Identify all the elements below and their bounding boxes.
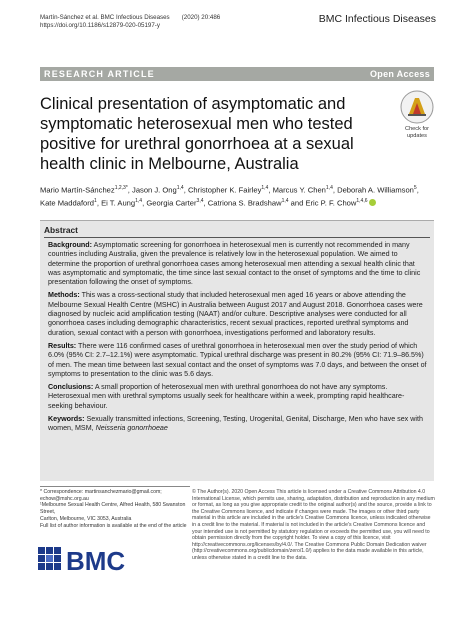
footnotes — [40, 489, 190, 529]
author-affiliation: 1,4 — [325, 185, 333, 191]
license-text: © The Author(s). 2020 Open Access This article is licensed under a Creative Commons Attribution 4.0 International License, which permits use, sharing, adaptation, distribution and reproduction in any medium or format, as long as you give appropriate credit to the original author(s) and the source, provide a link to the Creative Commons licence, and indicate if changes were made. The images or other third party material in this article are included in the article's Creative Commons licence, unless indicated otherwise in a credit line to the material. If material is not included in the article's Creative Commons licence and your intended use is not permitted by statutory regulation or exceeds the permitted use, you will need to obtain permission directly from the copyright holder. To view a copy of this licence, visit http://creativecommons.org/licenses/by/4.0/. The Creative Commons Public Domain Dedication waiver (http://creativecommons.org/publicdomain/zero/1.0/) applies to the data made available in this article, unless otherwise stated in a credit line to the data. — [192, 489, 435, 561]
abstract-divider — [44, 237, 430, 238]
author-affiliation: 1 — [94, 197, 97, 204]
author-affiliation: 1,4 — [261, 185, 269, 191]
check-for-updates-icon[interactable] — [400, 90, 434, 124]
header-year: (2020) 20:486 — [181, 14, 221, 21]
author-affiliation: 3,4 — [196, 197, 204, 204]
author-affiliation: 1,4,6 — [356, 197, 368, 204]
journal-name: BMC Infectious Diseases — [318, 13, 436, 25]
abstract-heading: Abstract — [44, 225, 78, 235]
author-affiliation: 1,2,3* — [114, 185, 128, 191]
author-name: Eric P. F. Chow — [305, 198, 357, 208]
abstract-background: Background: Asymptomatic screening for gonorrhoea in heterosexual men is currently not recommended in many countries including Australia, given the prevalence is relatively low in the heterosexual population. We aimed to determine the proportion of urethral gonorrhoea cases among heterosexual men attending a sexual health clinic that was asymptomatic and symptomatic, the time since last sexual contact to the onset of symptoms and the time to clinic presentation following the onset of symptoms. — [48, 241, 421, 287]
article-title: Clinical presentation of asymptomatic and symptomatic heterosexual men who tested positive for urethral gonorrhoea at a sexual health clinic in Melbourne, Australia — [40, 95, 354, 173]
affiliation-line-2: Carlton, Melbourne, VIC 3053, Australia — [40, 515, 132, 522]
header-doi[interactable]: https://doi.org/10.1186/s12879-020-05197-y — [40, 22, 160, 29]
footnote-divider — [40, 486, 190, 487]
affiliation-line-1: ¹Melbourne Sexual Health Centre, Alfred Health, 580 Swanston Street, — [40, 502, 186, 516]
author-name: Kate Maddaford — [40, 198, 95, 208]
author-info-note: Full list of author information is available at the end of the article — [40, 522, 187, 529]
abstract-box — [40, 220, 434, 481]
author-name: Ei T. Aung — [101, 198, 136, 208]
running-header — [40, 14, 220, 30]
author-affiliation: 1,4 — [176, 185, 184, 191]
check-for-updates-label[interactable]: Check for updates — [405, 126, 429, 139]
bmc-logo-text: BMC — [66, 546, 126, 575]
header-authors: Martín-Sánchez et al. BMC Infectious Diseases — [40, 14, 170, 21]
open-access-label: Open Access — [370, 69, 430, 79]
author-name: Christopher K. Fairley — [187, 185, 262, 195]
author-name: Jason J. Ong — [132, 185, 177, 195]
bmc-logo — [38, 545, 148, 575]
abstract-body — [48, 241, 428, 438]
correspondence[interactable]: * Correspondence: martinsanchezmario@gmail.com; echow@mshc.org.au — [40, 489, 162, 502]
author-affiliation: 1,4 — [281, 197, 289, 204]
author-name: Deborah A. Williamson — [337, 185, 414, 195]
orcid-icon[interactable] — [369, 199, 376, 206]
author-name: Mario Martín-Sánchez — [40, 185, 115, 195]
abstract-methods: Methods: This was a cross-sectional study that included heterosexual men aged 16 years or above attending the Melbourne Sexual Health Centre (MSHC) in Australia between August 2017 and August 2018. Gonorrhoea cases were diagnosed by nucleic acid amplification testing (NAAT) and/or culture. Descriptive analyses were conducted for all gonorrhoea cases including demographic characteristics, recent sexual practices, reported urethral symptoms and duration, sexual contact with a person with gonorrhoea, investigations performed and laboratory results. — [48, 291, 423, 337]
abstract-keywords: Keywords: Sexually transmitted infections, Screening, Testing, Urogenital, Genital, Discharge, Men who have sex with women, MSM, Neisseria gonorrhoeae — [48, 415, 423, 433]
article-type-banner — [40, 67, 434, 81]
author-affiliation: 5 — [413, 185, 417, 191]
abstract-results: Results: There were 116 confirmed cases of urethral gonorrhoea in heterosexual men over the study period of which 6.0% (95% CI: 2.7–12.1%) were asymptomatic. Typical urethral discharge was present in 80.2% (95% CI: 71.9–86.5%) of men. The mean time between last sexual contact and the onset of symptoms was 7.0 days, and between the onset of symptoms to presentation to the clinic was 5.6 days. — [48, 341, 427, 378]
author-list: Mario Martín-Sánchez$^{1,2,3*}$, Jason J. Ong$^{1,4}$, Christopher K. Fairley$^{1,4}$, Marcus Y. Chen$^{1,4}$, Deborah A. Williamson$^5$, Kate Maddaford$^1$, Ei T. Aung$^{1,4}$, Georgia Carter$^{3,4}$, Catriona S. Bradshaw$^{1,4}$ and Eric P. F. Chow$^{1,4,6}$ — [40, 185, 419, 208]
abstract-conclusions: Conclusions: A small proportion of heterosexual men with urethral gonorrhoea do not have any symptoms. Heterosexual men with urethral symptoms usually seek for healthcare within a week, prompting rapid healthcare-seeking behaviour. — [48, 383, 405, 410]
author-name: Georgia Carter — [146, 198, 197, 208]
author-name: Marcus Y. Chen — [272, 185, 326, 195]
author-affiliation: 1,4 — [135, 197, 143, 204]
author-name: Catriona S. Bradshaw — [207, 198, 282, 208]
article-type: RESEARCH ARTICLE — [44, 69, 155, 79]
